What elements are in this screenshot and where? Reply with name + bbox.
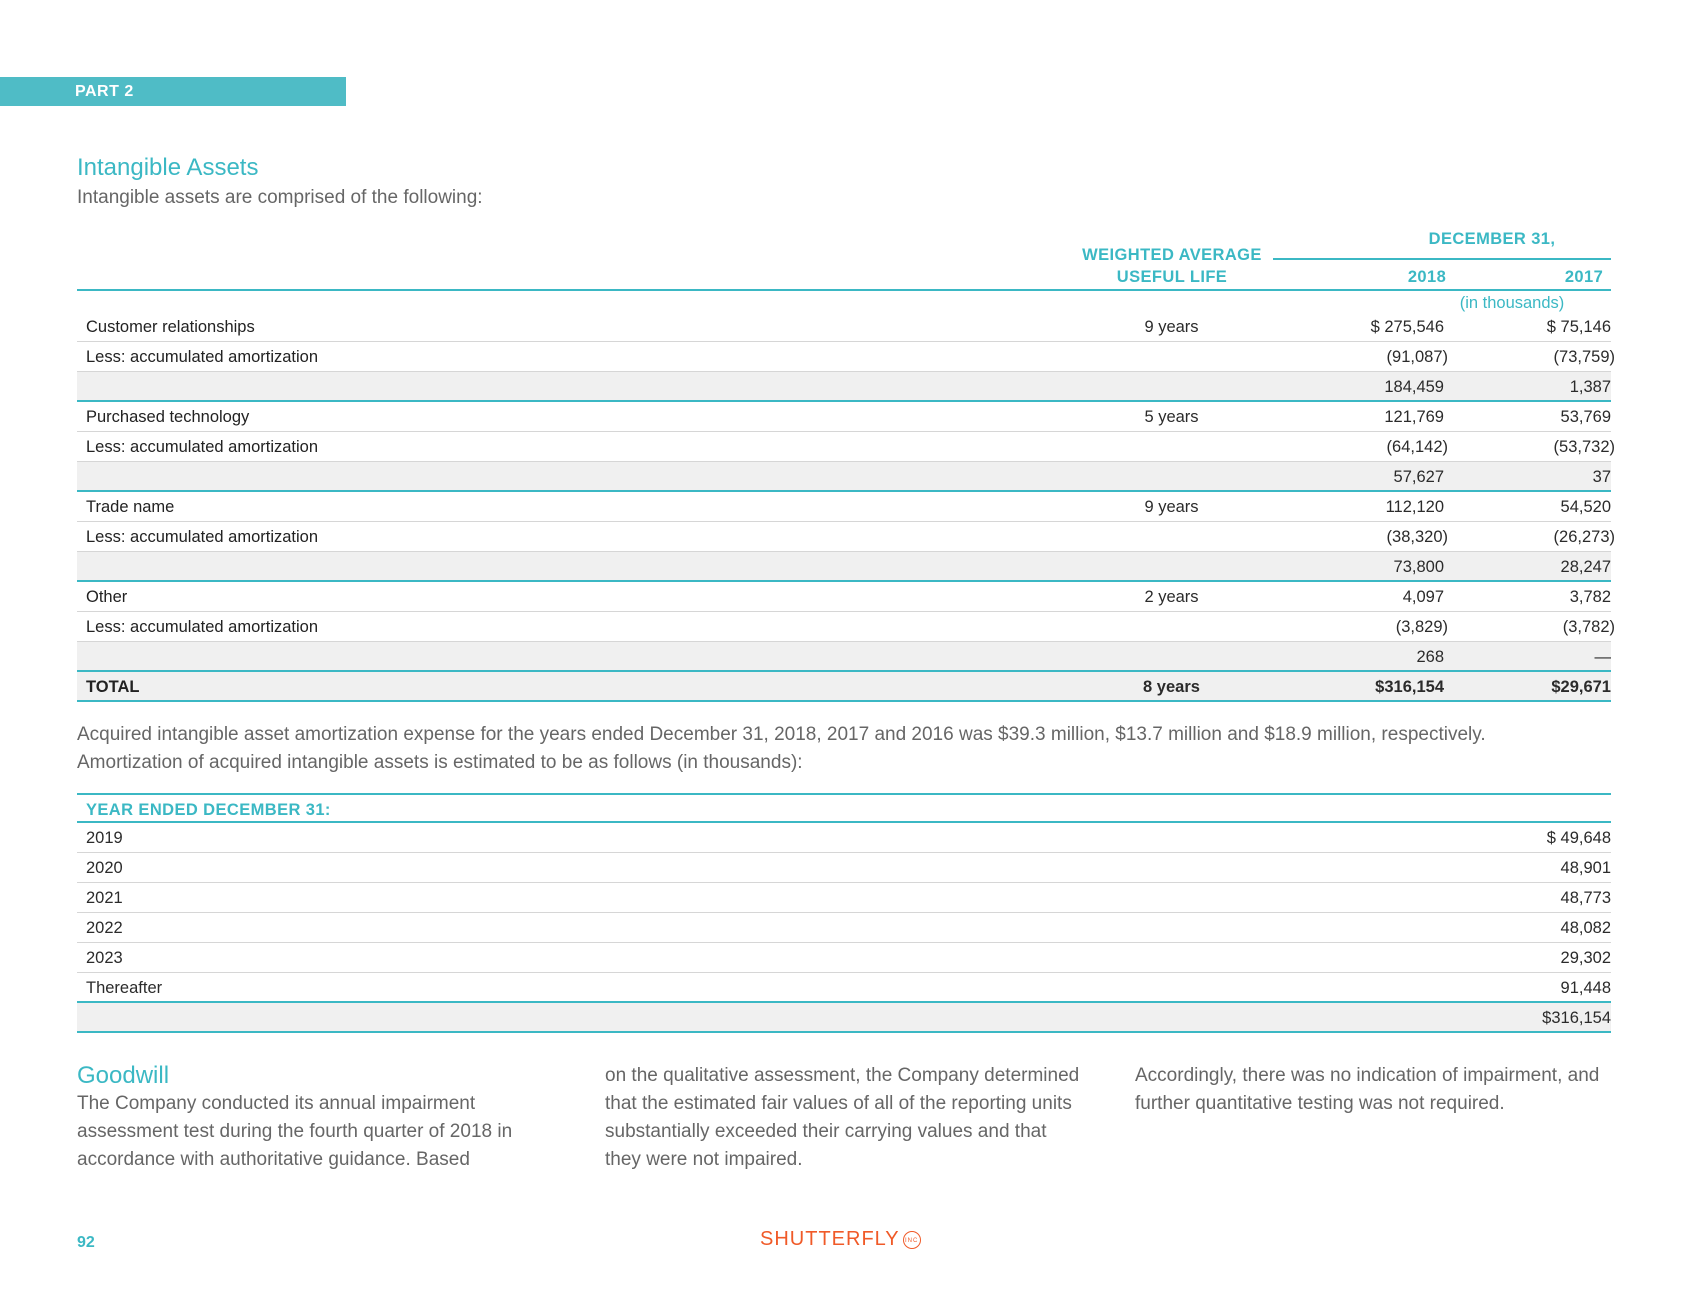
row-label: Trade name xyxy=(86,498,175,516)
intangible-intro: Intangible assets are comprised of the following: xyxy=(77,187,483,208)
row-label: Customer relationships xyxy=(86,318,255,336)
schedule-row xyxy=(77,913,1611,943)
schedule-header: YEAR ENDED DECEMBER 31: xyxy=(86,801,331,819)
schedule-year: 2020 xyxy=(86,859,123,877)
row-useful-life: 9 years xyxy=(1144,498,1199,516)
col-2018-header: 2018 xyxy=(1407,268,1447,286)
value-2017: (73,759) xyxy=(1553,348,1615,366)
brand-name: SHUTTERFLY xyxy=(760,1228,900,1250)
schedule-row xyxy=(77,823,1611,853)
schedule-row xyxy=(77,943,1611,973)
subtotal-row xyxy=(77,642,1611,672)
row-useful-life: 5 years xyxy=(1144,408,1199,426)
value-2018: 112,120 xyxy=(1385,498,1444,516)
table-row xyxy=(77,612,1615,642)
row-label: Less: accumulated amortization xyxy=(86,618,319,636)
schedule-amount: 48,773 xyxy=(1560,889,1611,907)
value-2018: (38,320) xyxy=(1386,528,1448,546)
row-label: Purchased technology xyxy=(86,408,250,426)
value-2017: 37 xyxy=(1592,468,1611,486)
schedule-amount: $316,154 xyxy=(1542,1009,1611,1027)
schedule-top-rule xyxy=(77,793,1611,795)
row-useful-life: 2 years xyxy=(1144,588,1199,606)
schedule-row xyxy=(77,853,1611,883)
schedule-year: 2019 xyxy=(86,829,123,847)
schedule-year: 2022 xyxy=(86,919,123,937)
value-2017: 3,782 xyxy=(1569,588,1611,606)
table-row xyxy=(77,432,1615,462)
value-2017: (53,732) xyxy=(1553,438,1615,456)
value-2018: (64,142) xyxy=(1386,438,1448,456)
schedule-amount: 29,302 xyxy=(1560,949,1611,967)
value-2018: 121,769 xyxy=(1384,408,1444,426)
schedule-row xyxy=(77,973,1611,1003)
goodwill-heading: Goodwill xyxy=(77,1062,170,1089)
value-2018: 4,097 xyxy=(1402,588,1444,606)
subtotal-row xyxy=(77,462,1611,492)
subtotal-row xyxy=(77,372,1611,402)
row-useful-life: 9 years xyxy=(1144,318,1199,336)
schedule-amount: $ 49,648 xyxy=(1546,829,1611,847)
goodwill-col3: Accordingly, there was no indication of impairment, and further quantitative testing was not required. xyxy=(1135,1065,1600,1114)
table-row xyxy=(77,402,1611,432)
col-period-header: DECEMBER 31, xyxy=(1428,230,1556,248)
value-2017: 53,769 xyxy=(1560,408,1611,426)
row-label: Less: accumulated amortization xyxy=(86,528,319,546)
col-life-header-line2: USEFUL LIFE xyxy=(1116,268,1228,286)
schedule-amount: 48,082 xyxy=(1560,919,1611,937)
col-2017-header: 2017 xyxy=(1564,268,1604,286)
row-label: Less: accumulated amortization xyxy=(86,348,319,366)
value-2018: 57,627 xyxy=(1393,468,1444,486)
schedule-year: 2021 xyxy=(86,889,123,907)
schedule-amount: 91,448 xyxy=(1560,979,1611,997)
value-2017: — xyxy=(1594,648,1611,666)
schedule-year: Thereafter xyxy=(86,979,163,997)
brand-inc-badge: INC xyxy=(903,1231,921,1249)
table-row xyxy=(77,492,1611,522)
table-row xyxy=(77,342,1615,372)
value-2018: $316,154 xyxy=(1375,678,1444,696)
intangible-heading: Intangible Assets xyxy=(77,154,259,181)
row-label: Less: accumulated amortization xyxy=(86,438,319,456)
subtotal-row xyxy=(77,552,1611,582)
header-rule xyxy=(77,289,1611,291)
schedule-year: 2023 xyxy=(86,949,123,967)
value-2017: (3,782) xyxy=(1562,618,1615,636)
row-label: Other xyxy=(86,588,128,606)
value-2018: 73,800 xyxy=(1393,558,1444,576)
value-2017: 28,247 xyxy=(1560,558,1611,576)
value-2018: $ 275,546 xyxy=(1370,318,1444,336)
value-2018: (3,829) xyxy=(1395,618,1448,636)
value-2017: (26,273) xyxy=(1553,528,1615,546)
schedule-row xyxy=(77,883,1611,913)
schedule-total-row xyxy=(77,1003,1611,1033)
table-row xyxy=(77,522,1615,552)
total-row xyxy=(77,672,1611,702)
value-2017: 54,520 xyxy=(1560,498,1611,516)
value-2017: $ 75,146 xyxy=(1546,318,1611,336)
schedule-amount: 48,901 xyxy=(1560,859,1611,877)
part-tab: PART 2 xyxy=(0,77,346,106)
value-2017: 1,387 xyxy=(1569,378,1611,396)
page-number: 92 xyxy=(77,1234,95,1251)
row-label: TOTAL xyxy=(86,678,140,696)
col-life-header-line1: WEIGHTED AVERAGE xyxy=(1082,246,1262,264)
table-row xyxy=(77,312,1611,342)
value-2018: 268 xyxy=(1416,648,1444,666)
value-2017: $29,671 xyxy=(1551,678,1611,696)
goodwill-col1: The Company conducted its annual impairment assessment test during the fourth quarter of 2018 in accordance with authoritative guidance. Based xyxy=(77,1093,513,1170)
table-row xyxy=(77,582,1611,612)
units-label: (in thousands) xyxy=(1459,294,1565,312)
brand-logo xyxy=(760,1228,921,1251)
period-rule xyxy=(1273,258,1611,260)
row-useful-life: 8 years xyxy=(1143,678,1200,696)
value-2018: (91,087) xyxy=(1386,348,1448,366)
goodwill-col2: on the qualitative assessment, the Company determined that the estimated fair values of all of the reporting units substantially exceeded their carrying values and that they were not impaired. xyxy=(605,1065,1080,1170)
value-2018: 184,459 xyxy=(1384,378,1444,396)
amortization-paragraph: Acquired intangible asset amortization expense for the years ended December 31, 2018, 2017 and 2016 was $39.3 million, $13.7 million and $18.9 million, respectively. Amortization of acquired intangible assets is estimated to be as follows (in thousands): xyxy=(77,724,1486,773)
